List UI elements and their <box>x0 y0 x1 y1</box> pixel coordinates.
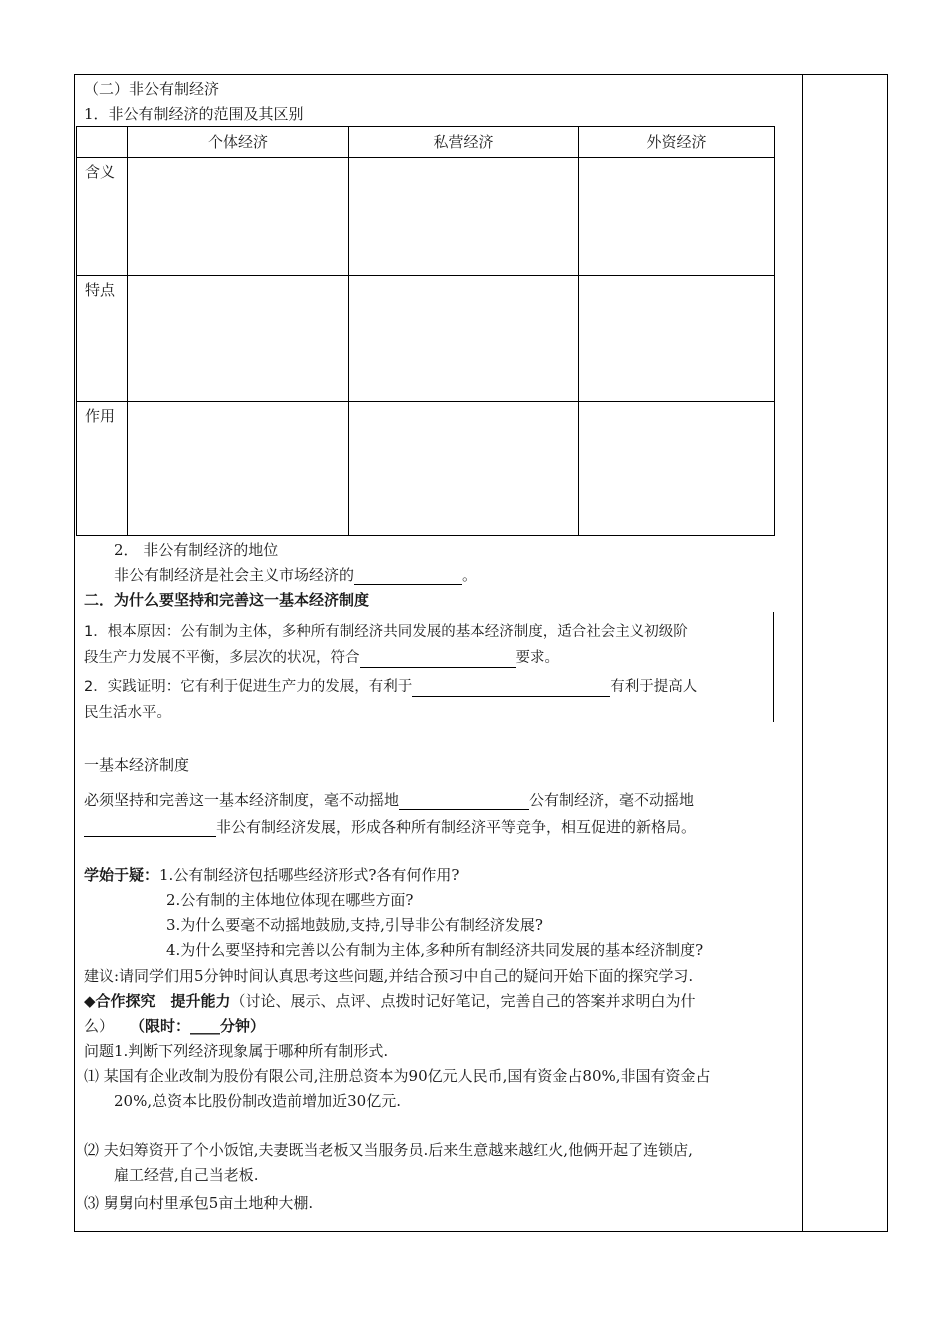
table-cell <box>349 276 579 402</box>
fill-in-blank <box>412 682 610 697</box>
statement-text: 非公有制经济是社会主义市场经济的 <box>114 566 355 584</box>
coop-heading-line2 <box>84 1016 265 1036</box>
item2-title: 2． 非公有制经济的地位 <box>114 541 279 559</box>
q1-item-2-line2: 雇工经营,自己当老板. <box>114 1166 259 1184</box>
time-limit-blank: ____ <box>190 1017 221 1035</box>
doubt-question: 1.公有制经济包括哪些经济形式?各有何作用? <box>159 866 460 884</box>
table-row <box>77 276 775 402</box>
suggestion-text: 建议:请同学们用5分钟时间认真思考这些问题,并结合预习中自己的疑问开始下面的探究学习. <box>84 967 694 985</box>
row-label: 特点 <box>77 276 128 402</box>
table-cell <box>349 402 579 536</box>
fill-in-blank <box>360 653 516 668</box>
table-header-row <box>77 127 775 158</box>
item2-statement <box>114 565 477 585</box>
coop-note: 么） <box>84 1017 115 1035</box>
table-header-cell: 个体经济 <box>128 127 349 158</box>
reason-text: 2．实践证明：它有利于促进生产力的发展，有利于 <box>84 679 413 695</box>
table-row <box>77 402 775 536</box>
box-right-edge <box>773 612 774 722</box>
time-limit-unit: 分钟） <box>220 1017 266 1035</box>
reason-text: 要求。 <box>515 650 559 666</box>
q1-item-1-line1: ⑴ 某国有企业改制为股份有限公司,注册总资本为90亿元人民币,国有资金占80%,非国有资金占 <box>84 1067 711 1085</box>
table-cell <box>128 158 349 276</box>
table-corner-cell <box>77 127 128 158</box>
table-cell <box>579 402 775 536</box>
table-row <box>77 158 775 276</box>
table-cell <box>128 276 349 402</box>
reason2-line1 <box>84 677 697 697</box>
doubt-question: 2.公有制的主体地位体现在哪些方面? <box>166 891 414 909</box>
statement-text: 。 <box>462 566 478 584</box>
doubt-label: 学始于疑： <box>84 866 160 884</box>
time-limit-label: （限时： <box>130 1017 191 1035</box>
row-label: 含义 <box>77 158 128 276</box>
coop-heading: ◆合作探究 提升能力 <box>84 992 231 1010</box>
reason-text: 段生产力发展不平衡，多层次的状况，符合 <box>84 650 360 666</box>
statement-text: 非公有制经济发展，形成各种所有制经济平等竞争，相互促进的新格局。 <box>216 818 697 836</box>
question1-title: 问题1.判断下列经济现象属于哪种所有制形式. <box>84 1042 389 1060</box>
fill-in-blank <box>399 795 529 810</box>
reason1-line2 <box>84 648 559 668</box>
reason1-line1: 1．根本原因：公有制为主体，多种所有制经济共同发展的基本经济制度，适合社会主义初级阶 <box>84 624 688 640</box>
fill-in-blank <box>354 570 462 585</box>
comparison-table <box>76 126 775 536</box>
reason2-line2: 民生活水平。 <box>84 705 171 721</box>
coop-note: （讨论、展示、点评、点拨时记好笔记，完善自己的答案并求明白为什 <box>230 992 696 1010</box>
doubt-row-1 <box>84 865 459 885</box>
section-title: （二）非公有制经济 <box>84 80 220 98</box>
doubt-question: 3.为什么要毫不动摇地鼓励,支持,引导非公有制经济发展? <box>166 916 543 934</box>
table-cell <box>579 276 775 402</box>
row-label: 作用 <box>77 402 128 536</box>
part3-line2 <box>84 817 696 837</box>
table-header-cell: 外资经济 <box>579 127 775 158</box>
q1-item-1-line2: 20%,总资本比股份制改造前增加近30亿元. <box>114 1092 401 1110</box>
part2-heading: 二．为什么要坚持和完善这一基本经济制度 <box>84 591 370 609</box>
statement-text: 必须坚持和完善这一基本经济制度，毫不动摇地 <box>84 791 400 809</box>
table-header-cell: 私营经济 <box>349 127 579 158</box>
q1-item-2-line1: ⑵ 夫妇筹资开了个小饭馆,夫妻既当老板又当服务员.后来生意越来越红火,他俩开起了连锁店, <box>84 1141 693 1159</box>
fill-in-blank <box>84 822 216 837</box>
coop-heading-line <box>84 991 696 1011</box>
margin-column-divider <box>802 74 803 1232</box>
statement-text: 公有制经济，毫不动摇地 <box>529 791 695 809</box>
item1-title: 1．非公有制经济的范围及其区别 <box>84 105 304 123</box>
q1-item-3-line1: ⑶ 舅舅向村里承包5亩土地种大棚. <box>84 1194 314 1212</box>
table-cell <box>579 158 775 276</box>
reason-text: 有利于提高人 <box>610 679 698 695</box>
table-cell <box>349 158 579 276</box>
doubt-question: 4.为什么要坚持和完善以公有制为主体,多种所有制经济共同发展的基本经济制度? <box>166 941 704 959</box>
part3-line1 <box>84 790 694 810</box>
part3-heading: 一基本经济制度 <box>84 756 190 774</box>
table-cell <box>128 402 349 536</box>
